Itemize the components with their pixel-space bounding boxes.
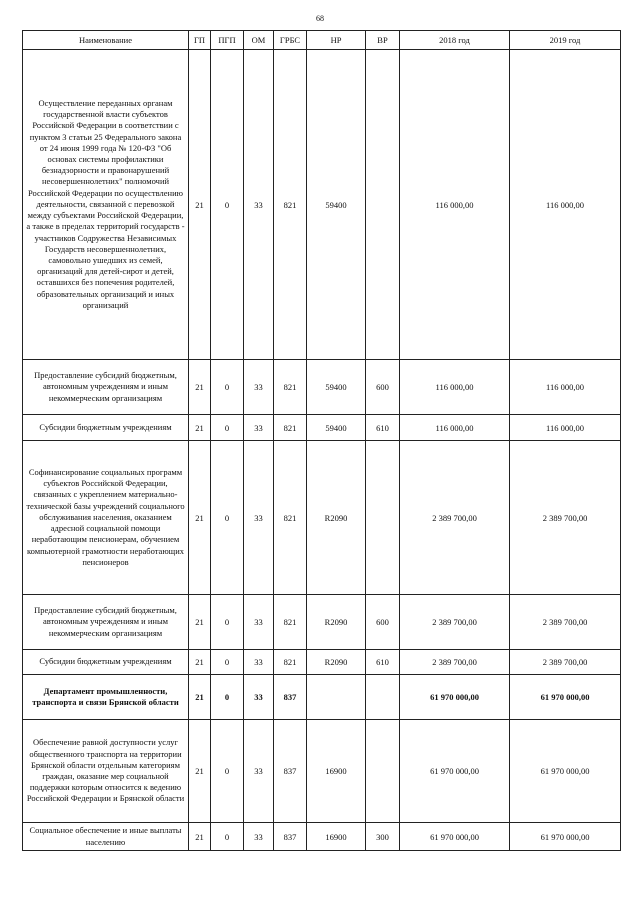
row-nr: 59400: [307, 50, 366, 360]
row-2018: 2 389 700,00: [400, 650, 510, 675]
row-2019: 2 389 700,00: [510, 441, 621, 595]
row-pgp: 0: [211, 360, 244, 415]
row-name: Осуществление переданных органам государственной власти субъектов Российской Федерации в соответствии с пунктом 3 статьи 25 Федерального закона от 24 июня 1999 года № 120-ФЗ "Об основах системы профилактики безнадзорности и правонарушений несовершеннолетних" полномочий Российской Федерации по осуществлению деятельности, связанной с перевозкой между субъектами Российской Федерации, а также в пределах территорий государств - участников Содружества Независимых Государств несовершеннолетних, самовольно ушедших из семей, организаций для детей-сирот и детей, оставшихся без попечения родителей, образовательных организаций и иных организаций: [23, 50, 189, 360]
table-row: [23, 441, 621, 595]
row-name: Субсидии бюджетным учреждениям: [23, 415, 189, 441]
row-gp: 21: [189, 50, 211, 360]
row-2018: 61 970 000,00: [400, 823, 510, 851]
table-row: [23, 415, 621, 441]
row-gp: 21: [189, 823, 211, 851]
row-name: Предоставление субсидий бюджетным, автономным учреждениям и иным некоммерческим организациям: [23, 360, 189, 415]
row-nr: 16900: [307, 720, 366, 823]
row-2019: 61 970 000,00: [510, 823, 621, 851]
row-nr: 59400: [307, 360, 366, 415]
row-om: 33: [244, 360, 274, 415]
row-vr: [366, 50, 400, 360]
row-pgp: 0: [211, 823, 244, 851]
row-om: 33: [244, 595, 274, 650]
header-nr: НР: [307, 31, 366, 50]
table-row: [23, 720, 621, 823]
header-pgp: ПГП: [211, 31, 244, 50]
row-2018: 61 970 000,00: [400, 720, 510, 823]
table-row: [23, 823, 621, 851]
row-gp: 21: [189, 720, 211, 823]
row-2018: 116 000,00: [400, 360, 510, 415]
row-gp: 21: [189, 650, 211, 675]
row-nr: 16900: [307, 823, 366, 851]
table-row: [23, 595, 621, 650]
row-om: 33: [244, 675, 274, 720]
row-grbs: 837: [274, 823, 307, 851]
table-row: [23, 650, 621, 675]
row-pgp: 0: [211, 50, 244, 360]
table-row: [23, 360, 621, 415]
row-nr: R2090: [307, 441, 366, 595]
row-name: Софинансирование социальных программ субъектов Российской Федерации, связанных с укреплением материально-технической базы учреждений социального обслуживания населения, оказанием адресной социальной помощи неработающим пенсионерам, обучением компьютерной грамотности неработающих пенсионеров: [23, 441, 189, 595]
row-grbs: 821: [274, 441, 307, 595]
row-vr: [366, 441, 400, 595]
row-vr: 600: [366, 595, 400, 650]
row-om: 33: [244, 650, 274, 675]
row-pgp: 0: [211, 441, 244, 595]
row-2019: 116 000,00: [510, 50, 621, 360]
row-pgp: 0: [211, 650, 244, 675]
header-2018: 2018 год: [400, 31, 510, 50]
row-grbs: 821: [274, 650, 307, 675]
row-om: 33: [244, 720, 274, 823]
header-name: Наименование: [23, 31, 189, 50]
row-name: Социальное обеспечение и иные выплаты населению: [23, 823, 189, 851]
row-vr: 610: [366, 650, 400, 675]
row-om: 33: [244, 441, 274, 595]
header-grbs: ГРБС: [274, 31, 307, 50]
row-grbs: 821: [274, 50, 307, 360]
row-pgp: 0: [211, 415, 244, 441]
row-pgp: 0: [211, 720, 244, 823]
header-row: [23, 31, 621, 50]
header-2019: 2019 год: [510, 31, 621, 50]
row-gp: 21: [189, 595, 211, 650]
row-2019: 2 389 700,00: [510, 595, 621, 650]
header-gp: ГП: [189, 31, 211, 50]
row-name: Департамент промышленности, транспорта и связи Брянской области: [23, 675, 189, 720]
row-om: 33: [244, 50, 274, 360]
row-2018: 116 000,00: [400, 415, 510, 441]
row-2018: 61 970 000,00: [400, 675, 510, 720]
row-pgp: 0: [211, 675, 244, 720]
row-nr: [307, 675, 366, 720]
header-vr: ВР: [366, 31, 400, 50]
row-grbs: 821: [274, 595, 307, 650]
row-name: Субсидии бюджетным учреждениям: [23, 650, 189, 675]
row-nr: R2090: [307, 595, 366, 650]
row-name: Обеспечение равной доступности услуг общественного транспорта на территории Брянской области отдельным категориям граждан, оказание мер социальной поддержки которым относится к ведению Российской Федерации и Брянской области: [23, 720, 189, 823]
row-gp: 21: [189, 360, 211, 415]
row-2019: 61 970 000,00: [510, 720, 621, 823]
row-2018: 2 389 700,00: [400, 441, 510, 595]
row-2018: 116 000,00: [400, 50, 510, 360]
row-vr: 610: [366, 415, 400, 441]
row-grbs: 837: [274, 675, 307, 720]
header-om: ОМ: [244, 31, 274, 50]
row-vr: 600: [366, 360, 400, 415]
table-row: [23, 50, 621, 360]
row-2019: 116 000,00: [510, 415, 621, 441]
row-nr: 59400: [307, 415, 366, 441]
row-vr: [366, 720, 400, 823]
row-nr: R2090: [307, 650, 366, 675]
row-2019: 61 970 000,00: [510, 675, 621, 720]
budget-table: [22, 30, 621, 851]
row-2018: 2 389 700,00: [400, 595, 510, 650]
row-pgp: 0: [211, 595, 244, 650]
row-grbs: 837: [274, 720, 307, 823]
row-om: 33: [244, 823, 274, 851]
row-name: Предоставление субсидий бюджетным, автономным учреждениям и иным некоммерческим организациям: [23, 595, 189, 650]
row-om: 33: [244, 415, 274, 441]
row-gp: 21: [189, 675, 211, 720]
row-gp: 21: [189, 415, 211, 441]
row-vr: [366, 675, 400, 720]
row-2019: 116 000,00: [510, 360, 621, 415]
row-2019: 2 389 700,00: [510, 650, 621, 675]
row-vr: 300: [366, 823, 400, 851]
row-grbs: 821: [274, 415, 307, 441]
row-gp: 21: [189, 441, 211, 595]
table-row: [23, 675, 621, 720]
row-grbs: 821: [274, 360, 307, 415]
page-number: 68: [316, 14, 324, 23]
